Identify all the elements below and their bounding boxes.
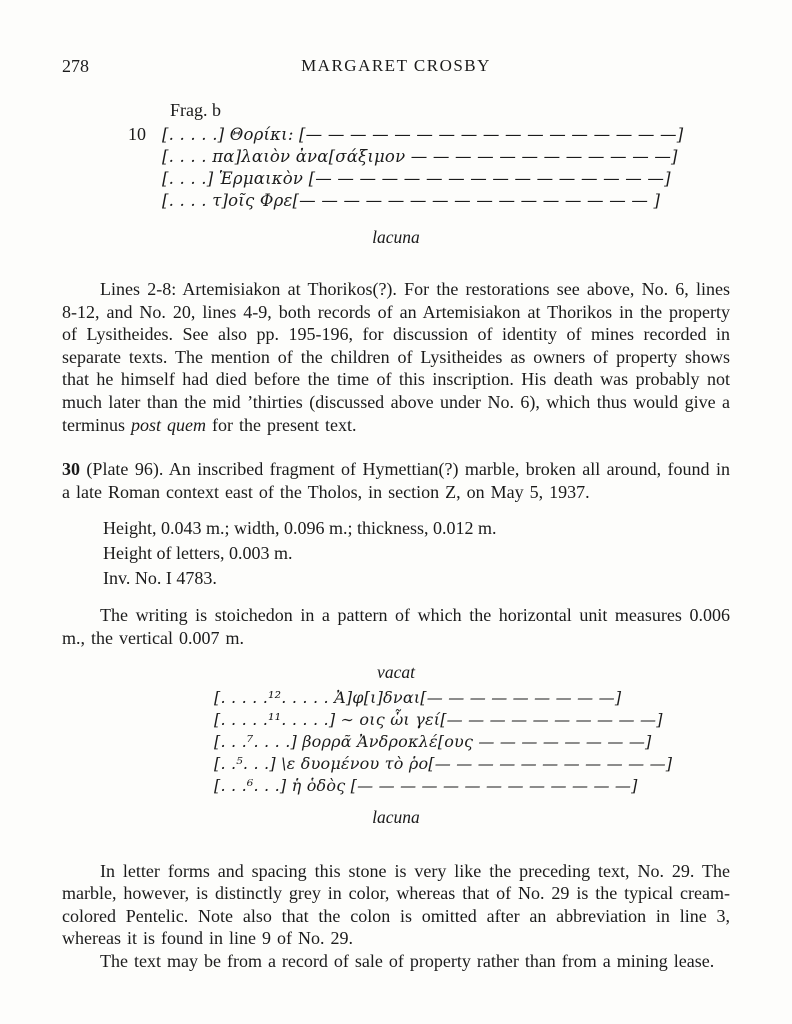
greek-text: [. . . . τ]οῖς Φρε[— — — — — — — — — — — — — — — — ] bbox=[162, 191, 661, 210]
commentary-paragraph bbox=[62, 278, 730, 436]
latin-phrase-italic: post quem bbox=[131, 414, 206, 435]
stoichedon-paragraph: The writing is stoichedon in a pattern of which the horizontal unit measures 0.006 m., the vertical 0.007 m. bbox=[62, 605, 730, 648]
greek-text: [. .⁵. . .] \ε δυομένου τὸ ῥο[— — — — — — — — — — —] bbox=[214, 753, 673, 773]
page-number: 278 bbox=[62, 56, 89, 76]
inscription-line bbox=[62, 190, 730, 212]
entry-description: (Plate 96). An inscribed fragment of Hymettian(?) marble, broken all around, found in a late Roman context east of the Tholos, in section Z, on May 5, 1937. bbox=[62, 459, 730, 502]
greek-text: [. . . . πα]λαιὸν ἀνα[σάξιμον — — — — — — — — — — — —] bbox=[162, 147, 678, 166]
greek-text: [. . . .] Ἑρμαικὸν [— — — — — — — — — — — — — — — —] bbox=[162, 169, 671, 188]
line-number: 10 bbox=[128, 124, 146, 144]
greek-text: [. . . . .] Θορίκι: [— — — — — — — — — — — — — — — — —] bbox=[162, 125, 684, 144]
measurement-line: Height of letters, 0.003 m. bbox=[103, 543, 293, 564]
inscription-line bbox=[214, 709, 730, 731]
measurement-line: Height, 0.043 m.; width, 0.096 m.; thickness, 0.012 m. bbox=[103, 518, 497, 539]
running-header bbox=[62, 56, 730, 78]
inscription-line bbox=[62, 168, 730, 190]
inscription-line bbox=[62, 123, 730, 146]
inscription-line bbox=[214, 753, 730, 775]
greek-text: [. . .⁷. . . .] βορρᾶ Ἀνδροκλέ[ους — — — — — — — —] bbox=[214, 731, 652, 751]
catalogue-entry-30 bbox=[62, 458, 730, 503]
commentary-text: for the present text. bbox=[206, 414, 357, 435]
greek-text: [. . .⁶. . .] ἡ ὁδὸς [— — — — — — — — — — — — —] bbox=[214, 775, 638, 795]
entry-number: 30 bbox=[62, 459, 80, 480]
inscription-line bbox=[214, 731, 730, 753]
greek-text: [. . . . .¹². . . . . Ἀ]φ[ι]δναι[— — — — — — — — —] bbox=[214, 687, 622, 707]
inscription-line bbox=[214, 775, 730, 797]
measurements-block bbox=[103, 516, 730, 591]
inscription-line bbox=[214, 687, 730, 709]
inventory-number: Inv. No. I 4783. bbox=[103, 568, 217, 589]
commentary-paragraph: In letter forms and spacing this stone is very like the preceding text, No. 29. The marble, however, is distinctly grey in color, whereas that of No. 29 is the typical cream-colored Pentelic. Note also that the colon is omitted after an abbreviation in line 3, whereas it is found in line 9 of No. 29. bbox=[62, 860, 730, 949]
fragment-b-inscription bbox=[62, 100, 730, 248]
inscription-no30 bbox=[62, 662, 730, 828]
lacuna-note: lacuna bbox=[372, 227, 420, 247]
fragment-b-heading: Frag. b bbox=[170, 100, 221, 120]
commentary-text: Lines 2-8: Artemisiakon at Thorikos(?). For the restorations see above, No. 6, lines 8-12, and No. 20, lines 4-9, both records of an Artemisiakon at Thorikos in the property of Lysitheides. See also pp. 195-196, for discussion of identity of mines recorded in separate texts. The mention of the children of Lysitheides as owners of property shows that he himself had died before the time of this inscription. His death was probably not much later than the mid ’thirties (discussed above under No. 6), which thus would give a terminus bbox=[62, 279, 730, 435]
commentary-paragraph: The text may be from a record of sale of property rather than from a mining lease. bbox=[100, 950, 715, 971]
lacuna-note: lacuna bbox=[372, 806, 420, 827]
greek-text: [. . . . .¹¹. . . . .] ∼ οις ὧι γεί[— — — — — — — — — —] bbox=[214, 709, 663, 729]
inscription-line bbox=[62, 146, 730, 168]
running-head-author: MARGARET CROSBY bbox=[301, 56, 491, 75]
vacat-note: vacat bbox=[377, 661, 415, 682]
